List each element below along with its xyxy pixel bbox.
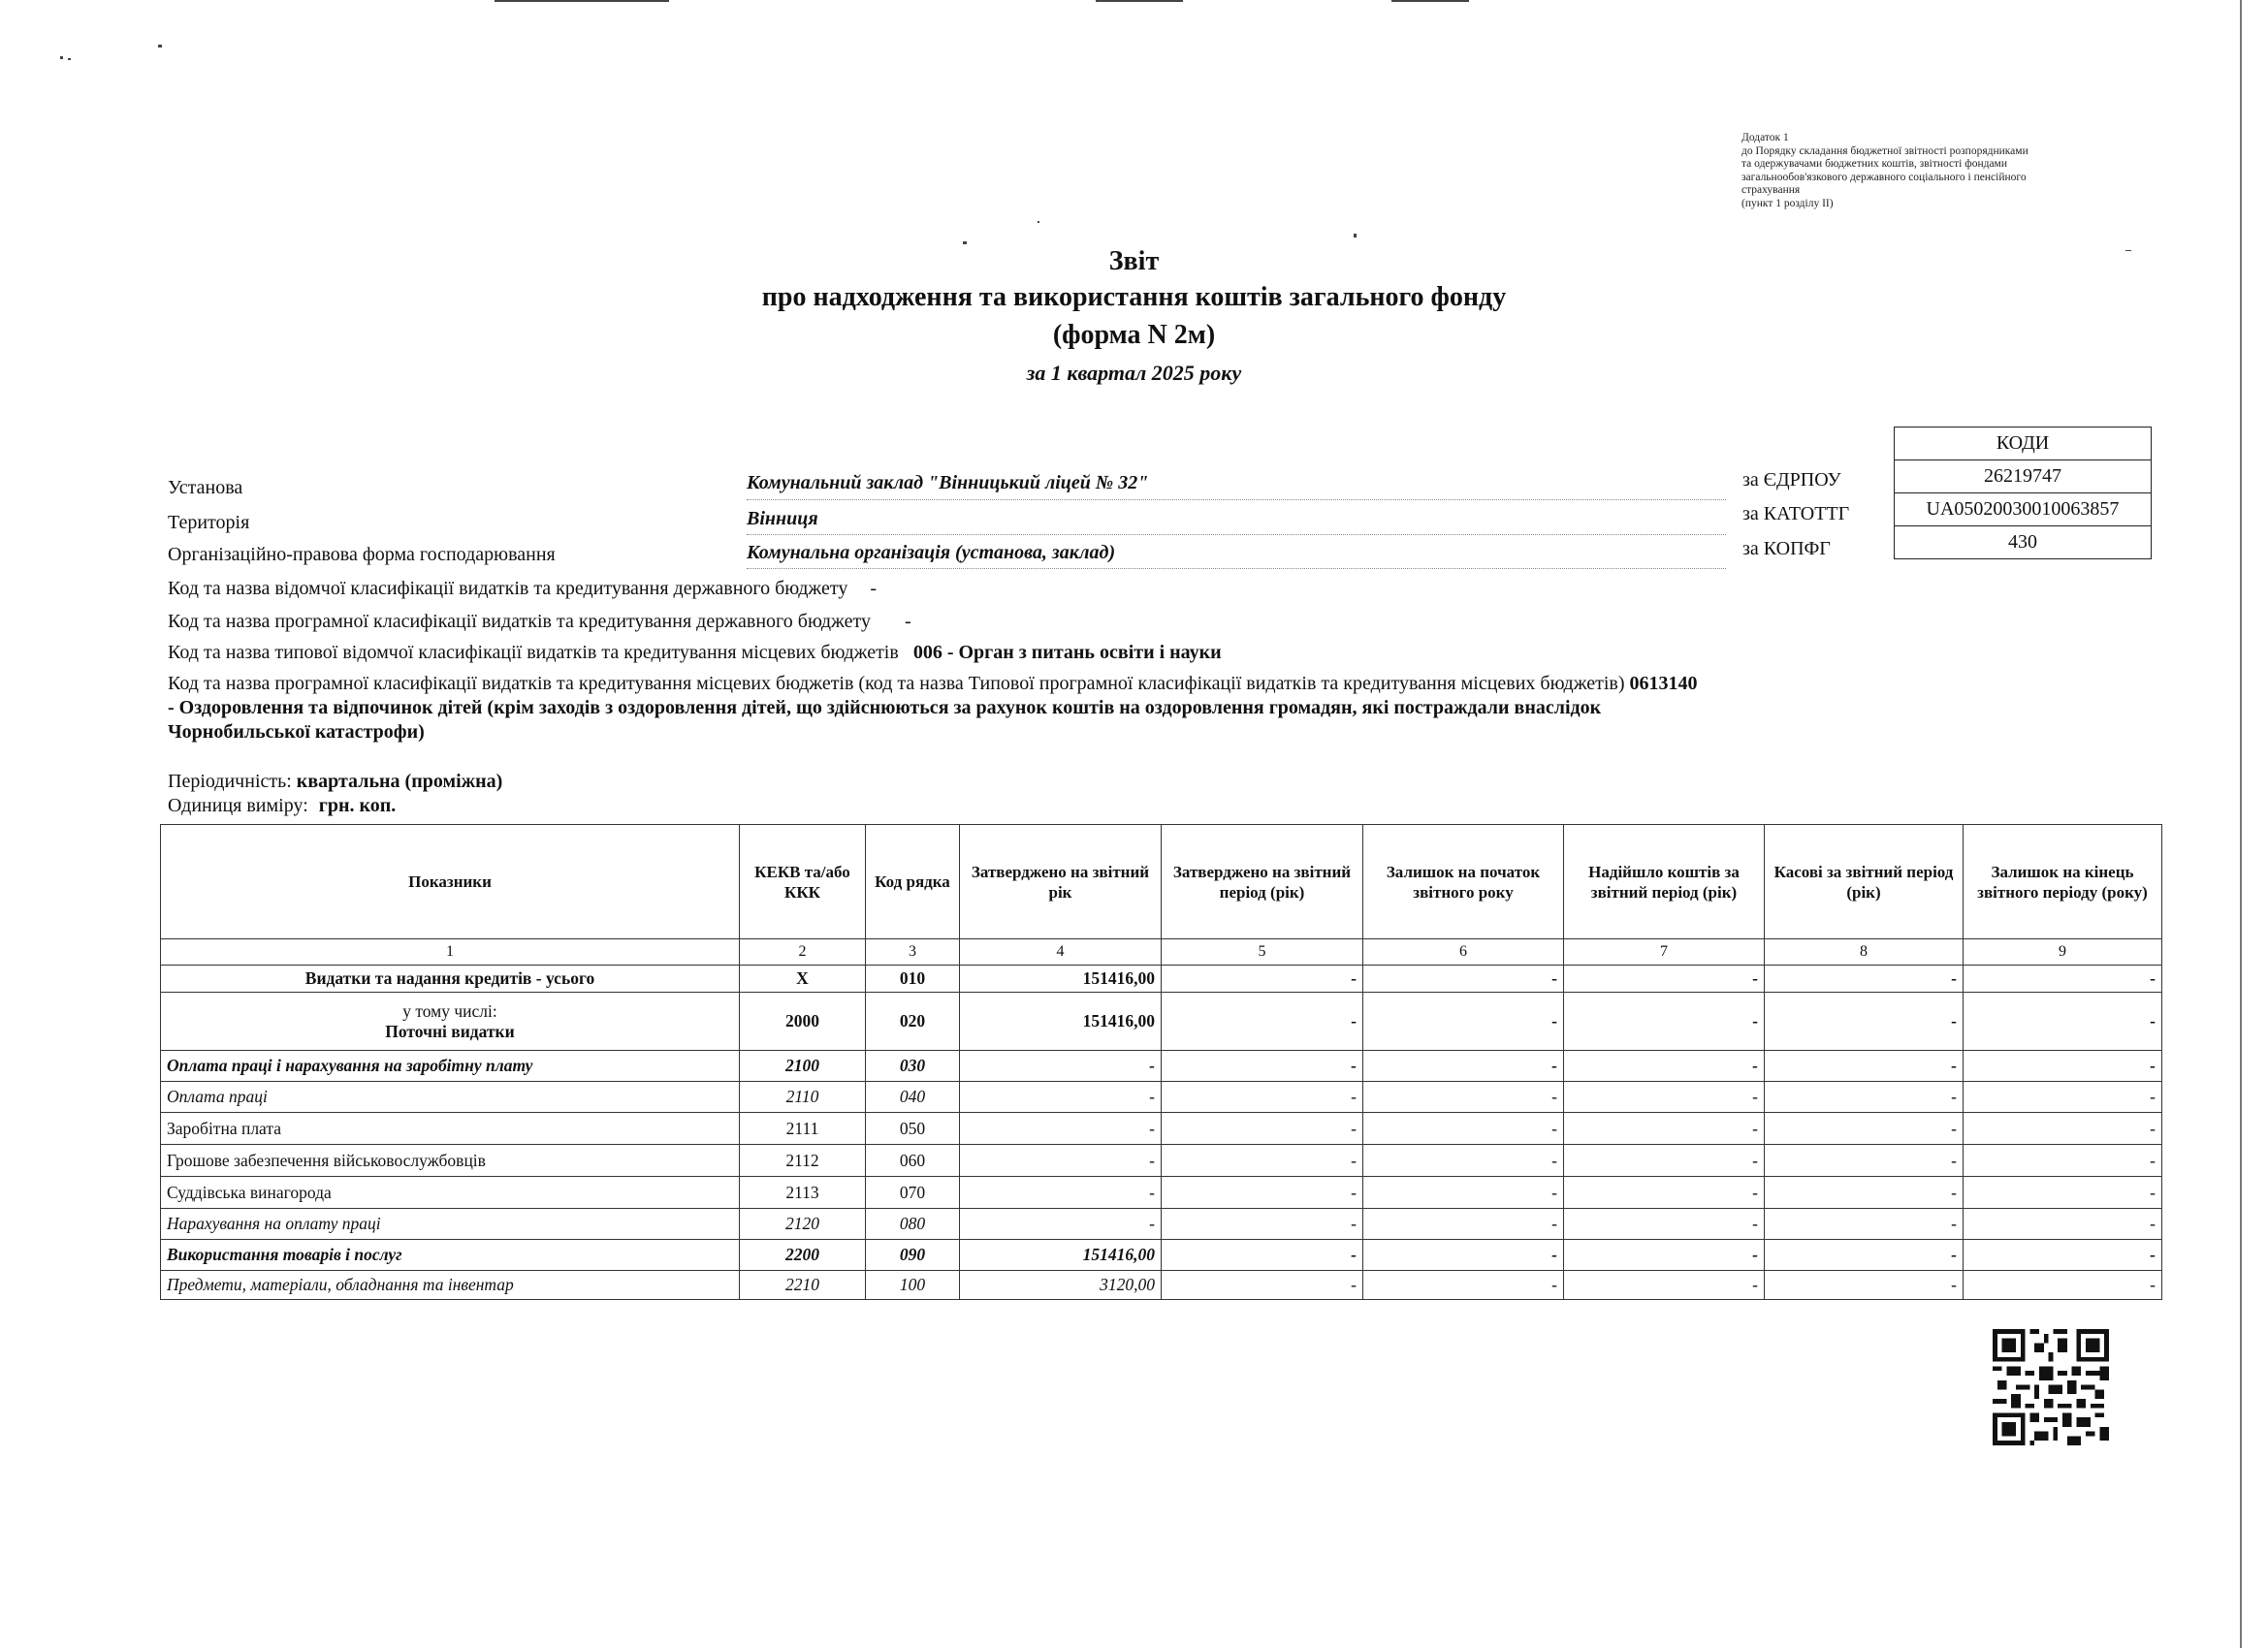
cell-balance-start: -: [1363, 1113, 1564, 1145]
column-numbers-row: [161, 939, 2162, 966]
row-name: Видатки та надання кредитів - усього: [161, 966, 740, 993]
cell-balance-end: -: [1964, 993, 2162, 1051]
cell-approved-year: 3120,00: [960, 1271, 1162, 1300]
row-code: 060: [866, 1145, 960, 1177]
cell-balance-end: -: [1964, 1145, 2162, 1177]
territory-underline: [747, 534, 1726, 535]
row-name: Заробітна плата: [161, 1113, 740, 1145]
unit-label: Одиниця виміру:: [168, 795, 308, 816]
cell-cash: -: [1765, 1145, 1964, 1177]
table-row: [161, 993, 2162, 1051]
periodicity-row: [168, 771, 502, 793]
header-balance-end: Залишок на кінець звітного періоду (року): [1964, 825, 2162, 939]
appendix-line: Додаток 1: [1741, 132, 1789, 143]
row-code: 070: [866, 1177, 960, 1209]
appendix-line: загальнообов'язкового державного соціального і пенсійного: [1741, 171, 2027, 183]
cell-cash: -: [1765, 1209, 1964, 1240]
row-kekv: 2113: [740, 1177, 866, 1209]
cell-approved-period: -: [1162, 1082, 1363, 1113]
col-number: 4: [960, 939, 1162, 966]
row-code: 010: [866, 966, 960, 993]
appendix-note: [1741, 132, 2149, 210]
cell-balance-start: -: [1363, 1177, 1564, 1209]
codes-table: [1894, 427, 2152, 559]
dept-class-value: -: [870, 578, 877, 599]
institution-value: Комунальний заклад "Вінницький ліцей № 32": [747, 472, 1149, 493]
cell-balance-end: -: [1964, 1113, 2162, 1145]
table-row: [161, 1113, 2162, 1145]
table-row: [161, 1177, 2162, 1209]
report-period: за 1 квартал 2025 року: [1026, 361, 1242, 385]
cell-cash: -: [1765, 1051, 1964, 1082]
table-row: [161, 966, 2162, 993]
col-number: 2: [740, 939, 866, 966]
cell-received: -: [1564, 1177, 1765, 1209]
cell-cash: -: [1765, 993, 1964, 1051]
cell-approved-period: -: [1162, 993, 1363, 1051]
periodicity-value: квартальна (проміжна): [296, 771, 503, 792]
row-code: 100: [866, 1271, 960, 1300]
appendix-line: страхування: [1741, 184, 1801, 196]
header-balance-start: Залишок на початок звітного року: [1363, 825, 1564, 939]
cell-cash: -: [1765, 1082, 1964, 1113]
cell-approved-year: -: [960, 1082, 1162, 1113]
row-name: [161, 993, 740, 1051]
header-approved-period: Затверджено на звітний період (рік): [1162, 825, 1363, 939]
cell-received: -: [1564, 1271, 1765, 1300]
appendix-line: до Порядку складання бюджетної звітності розпорядниками: [1741, 144, 2028, 157]
scan-edge-line: [495, 0, 669, 2]
row-name: Нарахування на оплату праці: [161, 1209, 740, 1240]
row-name-main: Поточні видатки: [385, 1021, 515, 1041]
cell-balance-end: -: [1964, 1209, 2162, 1240]
table-row: [161, 1209, 2162, 1240]
cell-received: -: [1564, 1082, 1765, 1113]
cell-balance-start: -: [1363, 1051, 1564, 1082]
row-kekv: 2200: [740, 1240, 866, 1271]
prog-class-row: [168, 611, 911, 633]
cell-received: -: [1564, 1209, 1765, 1240]
cell-balance-start: -: [1363, 1145, 1564, 1177]
funds-report-table: [160, 824, 2162, 1300]
row-name-prefix: у тому числі:: [402, 1000, 497, 1021]
row-code: 090: [866, 1240, 960, 1271]
edrpou-label: за ЄДРПОУ: [1742, 469, 1841, 491]
cell-approved-period: -: [1162, 1051, 1363, 1082]
cell-approved-period: -: [1162, 1177, 1363, 1209]
header-indicators: Показники: [161, 825, 740, 939]
cell-approved-year: -: [960, 1051, 1162, 1082]
row-kekv: 2111: [740, 1113, 866, 1145]
cell-approved-period: -: [1162, 1209, 1363, 1240]
org-form-label: Організаційно-правова форма господарювання: [168, 544, 556, 565]
row-code: 020: [866, 993, 960, 1051]
cell-cash: -: [1765, 1240, 1964, 1271]
dept-class-row: [168, 578, 877, 600]
table-row: [161, 1145, 2162, 1177]
row-code: 050: [866, 1113, 960, 1145]
cell-approved-year: -: [960, 1209, 1162, 1240]
cell-balance-start: -: [1363, 1209, 1564, 1240]
cell-cash: -: [1765, 1113, 1964, 1145]
edrpou-value: 26219747: [1895, 460, 2152, 493]
org-form-value: Комунальна організація (установа, заклад): [747, 542, 1116, 563]
katottg-value: UA05020030010063857: [1895, 493, 2152, 526]
prog-class-value: -: [904, 611, 911, 632]
header-approved-year: Затверджено на звітний рік: [960, 825, 1162, 939]
cell-received: -: [1564, 993, 1765, 1051]
cell-balance-start: -: [1363, 1240, 1564, 1271]
row-kekv: 2210: [740, 1271, 866, 1300]
cell-approved-year: -: [960, 1145, 1162, 1177]
row-kekv: 2000: [740, 993, 866, 1051]
cell-balance-start: -: [1363, 993, 1564, 1051]
cell-cash: -: [1765, 1271, 1964, 1300]
typical-dept-row: [168, 642, 1222, 664]
scan-speck: [1038, 221, 1039, 223]
table-row: [161, 1082, 2162, 1113]
cell-received: -: [1564, 1051, 1765, 1082]
col-number: 5: [1162, 939, 1363, 966]
header-cash: Касові за звітний період (рік): [1765, 825, 1964, 939]
header-received: Надійшло коштів за звітний період (рік): [1564, 825, 1765, 939]
cell-approved-year: -: [960, 1177, 1162, 1209]
unit-row: [168, 795, 396, 817]
codes-header: КОДИ: [1895, 428, 2152, 460]
table-header-row: [161, 825, 2162, 939]
header-kekv: КЕКВ та/або ККК: [740, 825, 866, 939]
cell-balance-end: -: [1964, 1051, 2162, 1082]
col-number: 8: [1765, 939, 1964, 966]
scan-speck: [2125, 250, 2131, 251]
typical-dept-value: 006 - Орган з питань освіти і науки: [912, 642, 1222, 663]
cell-received: -: [1564, 1113, 1765, 1145]
row-name: Суддівська винагорода: [161, 1177, 740, 1209]
cell-balance-start: -: [1363, 1271, 1564, 1300]
col-number: 1: [161, 939, 740, 966]
row-kekv: 2112: [740, 1145, 866, 1177]
table-row: [161, 1051, 2162, 1082]
row-name: Оплата праці і нарахування на заробітну плату: [161, 1051, 740, 1082]
row-name: Використання товарів і послуг: [161, 1240, 740, 1271]
header-row-code: Код рядка: [866, 825, 960, 939]
territory-value: Вінниця: [747, 508, 818, 529]
cell-cash: -: [1765, 1177, 1964, 1209]
cell-approved-year: -: [960, 1113, 1162, 1145]
col-number: 9: [1964, 939, 2162, 966]
report-title: Звіт: [1108, 246, 1160, 276]
row-code: 040: [866, 1082, 960, 1113]
cell-approved-period: -: [1162, 1113, 1363, 1145]
report-form-number: (форма N 2м): [1052, 320, 1216, 350]
cell-approved-period: -: [1162, 1271, 1363, 1300]
scan-speck: [963, 241, 967, 244]
dept-class-label: Код та назва відомчої класифікації видатків та кредитування державного бюджету: [168, 578, 848, 599]
institution-label: Установа: [168, 477, 243, 498]
cell-approved-period: -: [1162, 1145, 1363, 1177]
territory-label: Територія: [168, 512, 250, 533]
scan-edge-line: [1391, 0, 1469, 2]
appendix-line: (пункт 1 розділу II): [1741, 197, 1834, 209]
table-row: [161, 1240, 2162, 1271]
row-name: Предмети, матеріали, обладнання та інвентар: [161, 1271, 740, 1300]
cell-balance-end: -: [1964, 1082, 2162, 1113]
local-program-paragraph: [168, 672, 1700, 745]
cell-balance-end: -: [1964, 1271, 2162, 1300]
row-code: 080: [866, 1209, 960, 1240]
cell-received: -: [1564, 966, 1765, 993]
cell-approved-year: 151416,00: [960, 1240, 1162, 1271]
row-kekv: 2110: [740, 1082, 866, 1113]
report-subtitle: про надходження та використання коштів загального фонду: [761, 282, 1507, 312]
cell-balance-end: -: [1964, 1240, 2162, 1271]
row-name: Оплата праці: [161, 1082, 740, 1113]
unit-value: грн. коп.: [318, 795, 397, 816]
cell-balance-end: -: [1964, 1177, 2162, 1209]
scan-edge-line: [2240, 0, 2242, 1648]
typical-dept-label: Код та назва типової відомчої класифікації видатків та кредитування місцевих бюджетів: [168, 642, 899, 663]
org-form-underline: [747, 568, 1726, 569]
cell-approved-year: 151416,00: [960, 966, 1162, 993]
scan-speck: [1354, 234, 1357, 238]
cell-approved-year: 151416,00: [960, 993, 1162, 1051]
col-number: 6: [1363, 939, 1564, 966]
scan-speck: [68, 58, 71, 60]
scan-edge-line: [1096, 0, 1183, 2]
cell-approved-period: -: [1162, 1240, 1363, 1271]
row-kekv: 2100: [740, 1051, 866, 1082]
cell-received: -: [1564, 1145, 1765, 1177]
row-kekv: 2120: [740, 1209, 866, 1240]
local-prog-value: 0613140 - Оздоровлення та відпочинок дітей (крім заходів з оздоровлення дітей, що здійснюються за рахунок коштів на оздоровлення громадян, які постраждали внаслідок Чорнобильської катастрофи): [168, 673, 1698, 743]
cell-cash: -: [1765, 966, 1964, 993]
cell-balance-start: -: [1363, 966, 1564, 993]
periodicity-label: Періодичність:: [168, 771, 292, 792]
qr-code-icon: [1993, 1329, 2109, 1445]
local-prog-label: Код та назва програмної класифікації видатків та кредитування місцевих бюджетів (код та назва Типової програмної класифікації видатків та кредитування місцевих бюджетів): [168, 673, 1625, 694]
col-number: 7: [1564, 939, 1765, 966]
row-kekv: X: [740, 966, 866, 993]
cell-approved-period: -: [1162, 966, 1363, 993]
appendix-line: та одержувачами бюджетних коштів, звітності фондами: [1741, 158, 2007, 170]
kopfg-value: 430: [1895, 526, 2152, 559]
table-row: [161, 1271, 2162, 1300]
row-name: Грошове забезпечення військовослужбовців: [161, 1145, 740, 1177]
cell-balance-end: -: [1964, 966, 2162, 993]
prog-class-label: Код та назва програмної класифікації видатків та кредитування державного бюджету: [168, 611, 871, 632]
cell-balance-start: -: [1363, 1082, 1564, 1113]
scan-speck: [60, 56, 63, 59]
row-code: 030: [866, 1051, 960, 1082]
col-number: 3: [866, 939, 960, 966]
institution-underline: [747, 499, 1726, 500]
scan-speck: [158, 45, 162, 48]
kopfg-label: за КОПФГ: [1742, 538, 1831, 559]
cell-received: -: [1564, 1240, 1765, 1271]
katottg-label: за КАТОТТГ: [1742, 503, 1850, 524]
